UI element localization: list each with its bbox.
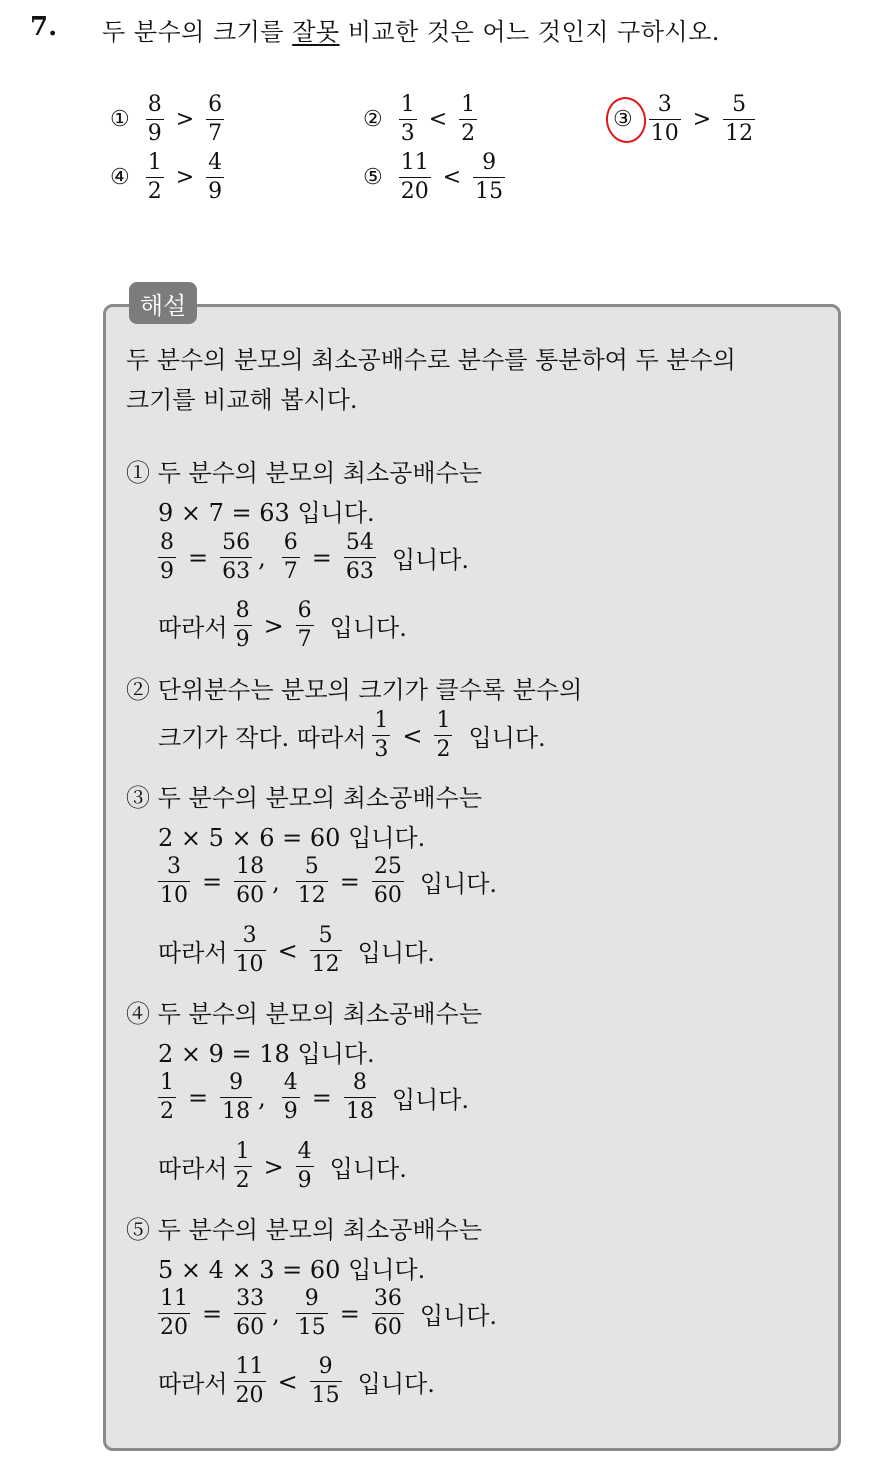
choice-1[interactable] (110, 94, 230, 145)
fraction: $\frac{3}{10}$ (160, 854, 188, 908)
fraction: $\frac{11}{20}$ (400, 150, 429, 204)
choice-number: ① (110, 107, 130, 132)
fraction: $\frac{6}{7}$ (208, 92, 223, 146)
fraction: $\frac{5}{12}$ (725, 92, 754, 146)
fraction: $\frac{1}{3}$ (400, 92, 415, 146)
fraction: $\frac{9}{15}$ (311, 1354, 340, 1408)
fraction: $\frac{8}{9}$ (147, 92, 162, 146)
question-text-underlined: 잘못 (292, 18, 340, 46)
step-4-conclusion: 따라서 $\frac{1}{2}$ > $\frac{4}{9}$ 입니다. (158, 1139, 407, 1193)
fraction: $\frac{3}{10}$ (650, 92, 679, 146)
step-5-heading: ⑤ 두 분수의 분모의 최소공배수는 (126, 1216, 482, 1244)
step-3-conclusion: 따라서 $\frac{3}{10}$ < $\frac{5}{12}$ 입니다. (158, 923, 435, 977)
fraction: $\frac{8}{18}$ (345, 1070, 374, 1124)
fraction: $\frac{54}{63}$ (345, 530, 374, 584)
fraction: $\frac{1}{2}$ (436, 708, 451, 762)
step-5-lcm: 5 × 4 × 3 = 60 입니다. (158, 1256, 426, 1284)
solution-intro-line-1: 두 분수의 분모의 최소공배수로 분수를 통분하여 두 분수의 (126, 346, 736, 374)
step-3-conversion: $\frac{3}{10}$ = $\frac{18}{60}$ , $\frac{5}{12}$ = $\frac{25}{60}$ 입니다. (160, 854, 498, 908)
step-4-conversion: $\frac{1}{2}$ = $\frac{9}{18}$ , $\frac{4}{9}$ = $\frac{8}{18}$ 입니다. (160, 1070, 470, 1124)
choice-number: ③ (613, 107, 633, 132)
fraction: $\frac{1}{2}$ (235, 1139, 250, 1193)
question-text (102, 12, 720, 47)
step-3-heading: ③ 두 분수의 분모의 최소공배수는 (126, 784, 482, 812)
fraction: $\frac{6}{7}$ (283, 530, 298, 584)
question-number: 7. (30, 12, 58, 42)
fraction: $\frac{9}{15}$ (475, 150, 504, 204)
step-2-heading: ② 단위분수는 분모의 크기가 클수록 분수의 (126, 676, 583, 704)
fraction: $\frac{3}{10}$ (235, 923, 264, 977)
question-text-before: 두 분수의 크기를 (102, 18, 293, 46)
fraction: $\frac{8}{9}$ (235, 598, 250, 652)
comparison-sign: < (442, 165, 462, 190)
fraction: $\frac{25}{60}$ (373, 854, 402, 908)
step-1-conclusion: 따라서 $\frac{8}{9}$ > $\frac{6}{7}$ 입니다. (158, 598, 407, 652)
solution-intro-line-2: 크기를 비교해 봅시다. (126, 386, 358, 414)
fraction: $\frac{33}{60}$ (236, 1286, 265, 1340)
choice-2[interactable] (363, 94, 483, 145)
fraction: $\frac{5}{12}$ (297, 854, 326, 908)
step-1-heading: ① 두 분수의 분모의 최소공배수는 (126, 459, 482, 487)
choice-number: ⑤ (363, 165, 383, 190)
choice-4[interactable] (110, 152, 230, 203)
fraction: $\frac{9}{18}$ (222, 1070, 251, 1124)
fraction: $\frac{5}{12}$ (311, 923, 340, 977)
step-3-lcm: 2 × 5 × 6 = 60 입니다. (158, 824, 426, 852)
fraction: $\frac{8}{9}$ (160, 530, 174, 584)
fraction: $\frac{18}{60}$ (236, 854, 265, 908)
fraction: $\frac{56}{63}$ (222, 530, 251, 584)
fraction: $\frac{4}{9}$ (208, 150, 223, 204)
choice-5[interactable] (363, 152, 511, 203)
choice-number: ④ (110, 165, 130, 190)
step-4-lcm: 2 × 9 = 18 입니다. (158, 1040, 375, 1068)
comparison-sign: > (175, 107, 195, 132)
fraction: $\frac{4}{9}$ (283, 1070, 298, 1124)
fraction: $\frac{1}{2}$ (160, 1070, 174, 1124)
step-1-lcm: 9 × 7 = 63 입니다. (158, 499, 375, 527)
step-5-conversion: $\frac{11}{20}$ = $\frac{33}{60}$ , $\frac{9}{15}$ = $\frac{36}{60}$ 입니다. (160, 1286, 498, 1340)
step-1-conversion: $\frac{8}{9}$ = $\frac{56}{63}$ , $\frac{6}{7}$ = $\frac{54}{63}$ 입니다. (160, 530, 470, 584)
fraction: $\frac{11}{20}$ (160, 1286, 188, 1340)
question-text-after: 비교한 것은 어느 것인지 구하시오. (339, 18, 720, 46)
fraction: $\frac{1}{2}$ (147, 150, 162, 204)
fraction: $\frac{1}{3}$ (374, 708, 389, 762)
choice-number: ② (363, 107, 383, 132)
fraction: $\frac{9}{15}$ (297, 1286, 326, 1340)
fraction: $\frac{6}{7}$ (297, 598, 312, 652)
fraction: $\frac{4}{9}$ (297, 1139, 312, 1193)
step-2-conclusion: 크기가 작다. 따라서 $\frac{1}{3}$ < $\frac{1}{2}$ 입니다. (158, 708, 546, 762)
comparison-sign: < (428, 107, 448, 132)
step-5-conclusion: 따라서 $\frac{11}{20}$ < $\frac{9}{15}$ 입니다. (158, 1354, 435, 1408)
fraction: $\frac{11}{20}$ (235, 1354, 264, 1408)
solution-tag: 해설 (129, 282, 197, 324)
comparison-sign: > (692, 107, 712, 132)
fraction: $\frac{1}{2}$ (461, 92, 476, 146)
comparison-sign: > (175, 165, 195, 190)
fraction: $\frac{36}{60}$ (373, 1286, 402, 1340)
step-4-heading: ④ 두 분수의 분모의 최소공배수는 (126, 1000, 482, 1028)
